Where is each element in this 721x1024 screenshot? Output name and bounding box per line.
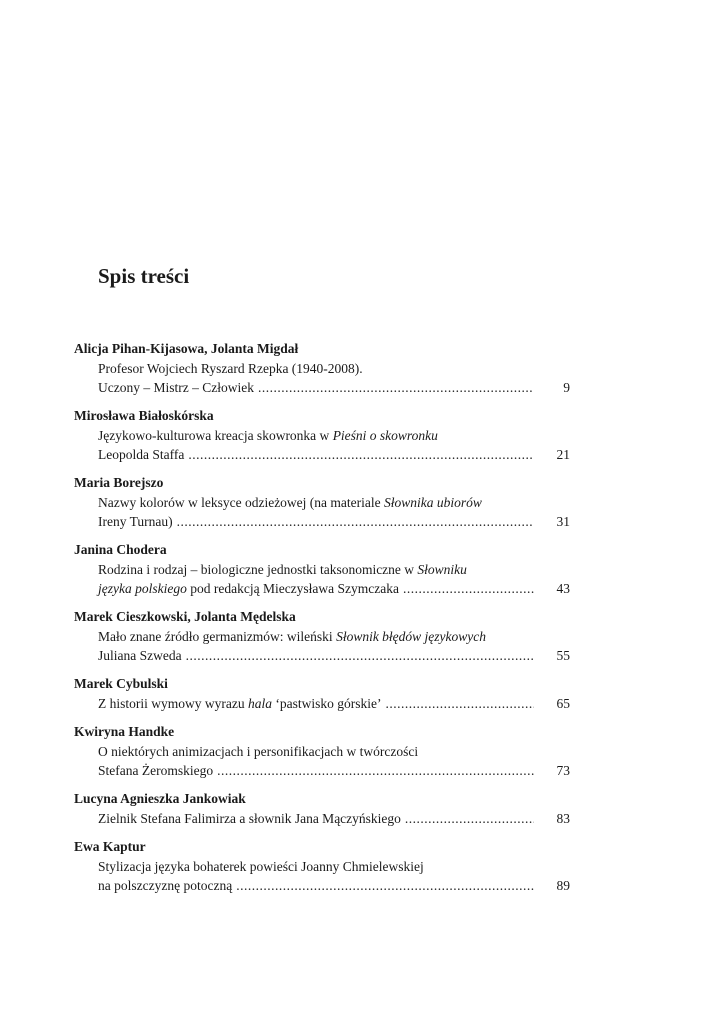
dot-leader <box>177 512 534 531</box>
entry-title-text: ‘pastwisko górskie’ <box>272 696 382 711</box>
dot-leader <box>405 809 534 828</box>
dot-leader <box>385 694 534 713</box>
entry-title-line <box>74 627 570 646</box>
page-number: 43 <box>556 581 570 596</box>
entry-last-line <box>74 761 570 780</box>
entry-title-italic: Słownik błędów językowych <box>336 629 487 644</box>
entry-author: Mirosława Białoskórska <box>74 408 214 423</box>
entry-title-line: Stylizacja języka bohaterek powieści Joanny Chmielewskiej <box>98 859 424 874</box>
entry-title-line: Zielnik Stefana Falimirza a słownik Jana Mączyńskiego <box>98 811 401 826</box>
page-number: 55 <box>556 648 570 663</box>
entry-title-italic: Pieśni o skowronku <box>332 428 438 443</box>
page-number: 21 <box>556 447 570 462</box>
toc-entry <box>74 837 570 895</box>
page-title: Spis treści <box>98 264 190 288</box>
page-number: 83 <box>556 811 570 826</box>
entry-title-line: na polszczyznę potoczną <box>98 878 233 893</box>
table-of-contents <box>74 339 570 904</box>
page-number: 73 <box>556 763 570 778</box>
entry-title-line: O niektórych animizacjach i personifikacjach w twórczości <box>98 744 419 759</box>
toc-entry <box>74 722 570 780</box>
entry-author: Janina Chodera <box>74 542 167 557</box>
entry-title-text: Z historii wymowy wyrazu <box>98 696 248 711</box>
entry-title-line <box>98 694 381 713</box>
dot-leader <box>236 876 534 895</box>
entry-author: Alicja Pihan-Kijasowa, Jolanta Migdał <box>74 341 299 356</box>
toc-entry <box>74 473 570 531</box>
toc-entry <box>74 789 570 828</box>
toc-entry <box>74 674 570 713</box>
toc-entry <box>74 607 570 665</box>
entry-title-line <box>74 560 570 579</box>
entry-title-text: Rodzina i rodzaj – biologiczne jednostki taksonomiczne w <box>98 562 418 577</box>
entry-title-line <box>74 426 570 445</box>
page-number: 31 <box>556 514 570 529</box>
entry-title-line: Leopolda Staffa <box>98 447 185 462</box>
dot-leader <box>403 579 534 598</box>
entry-author: Kwiryna Handke <box>74 724 175 739</box>
entry-last-line <box>74 646 570 665</box>
entry-title-line: Stefana Żeromskiego <box>98 763 214 778</box>
entry-title-text: pod redakcją Mieczysława Szymczaka <box>186 581 400 596</box>
toc-entry <box>74 339 570 397</box>
dot-leader <box>217 761 534 780</box>
toc-entry <box>74 540 570 598</box>
entry-last-line <box>74 579 570 598</box>
page-number: 9 <box>563 380 570 395</box>
entry-title-text: Językowo-kulturowa kreacja skowronka w <box>98 428 333 443</box>
entry-last-line <box>74 876 570 895</box>
entry-title-line: Uczony – Mistrz – Człowiek <box>98 380 254 395</box>
entry-author: Maria Borejszo <box>74 475 164 490</box>
entry-title-italic: języka polskiego <box>98 581 187 596</box>
dot-leader <box>188 445 534 464</box>
entry-title-line <box>98 579 399 598</box>
entry-title-italic: hala <box>247 696 272 711</box>
page-number: 89 <box>556 878 570 893</box>
entry-author: Ewa Kaptur <box>74 839 146 854</box>
dot-leader <box>258 378 534 397</box>
entry-title-italic: Słowniku <box>417 562 467 577</box>
entry-title-line: Juliana Szweda <box>98 648 182 663</box>
entry-title-line: Profesor Wojciech Ryszard Rzepka (1940-2008). <box>98 361 363 376</box>
entry-title-line <box>74 493 570 512</box>
entry-title-text: Nazwy kolorów w leksyce odzieżowej (na materiale <box>98 495 385 510</box>
entry-author: Marek Cybulski <box>74 676 168 691</box>
entry-title-text: Mało znane źródło germanizmów: wileński <box>98 629 337 644</box>
entry-last-line <box>74 694 570 713</box>
entry-last-line <box>74 809 570 828</box>
entry-last-line <box>74 512 570 531</box>
dot-leader <box>186 646 534 665</box>
toc-entry <box>74 406 570 464</box>
entry-title-italic: Słownika ubiorów <box>384 495 482 510</box>
page-number: 65 <box>556 696 570 711</box>
entry-last-line <box>74 378 570 397</box>
entry-author: Marek Cieszkowski, Jolanta Mędelska <box>74 609 296 624</box>
entry-author: Lucyna Agnieszka Jankowiak <box>74 791 246 806</box>
entry-title-line: Ireny Turnau) <box>98 514 173 529</box>
entry-last-line <box>74 445 570 464</box>
